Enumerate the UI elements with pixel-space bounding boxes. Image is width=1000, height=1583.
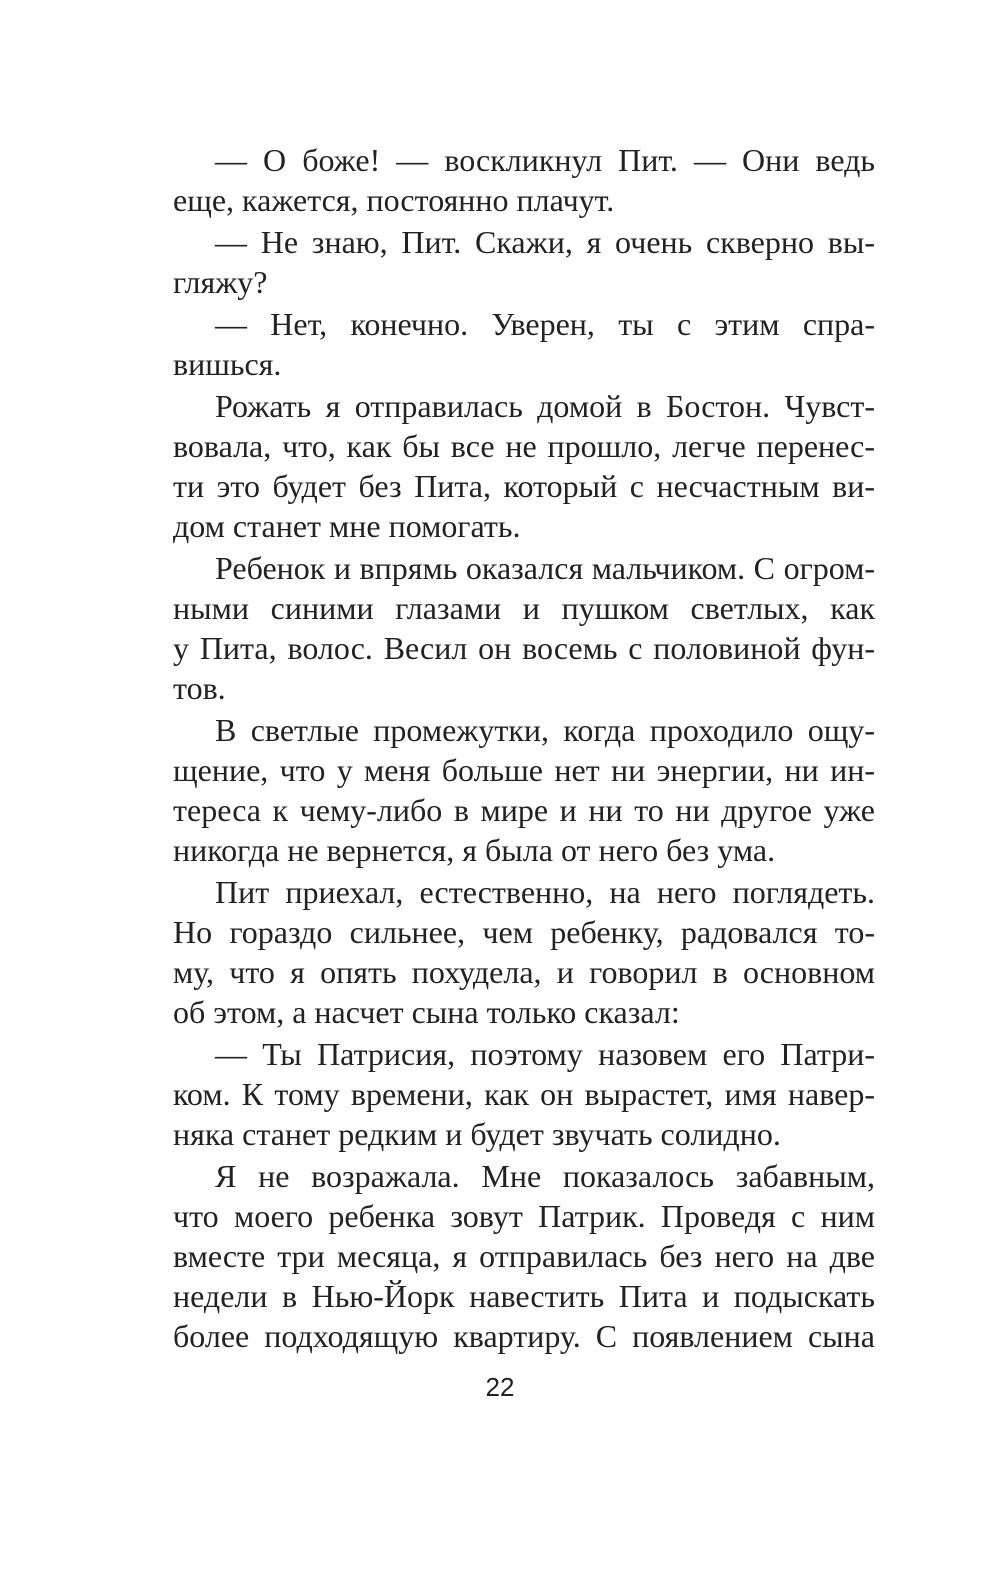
text-line: тереса к чему-либо в мире и ни то ни другое уже xyxy=(173,792,875,828)
text-line: Пит приехал, естественно, на него поглядеть. xyxy=(215,874,875,910)
text-line: Но гораздо сильнее, чем ребенку, радовался то- xyxy=(173,914,875,950)
text-line: более подходящую квартиру. С появлением сына xyxy=(173,1318,875,1354)
text-line: Рожать я отправилась домой в Бостон. Чувст- xyxy=(215,388,875,424)
text-line: дом станет мне помогать. xyxy=(173,508,521,544)
text-line: вовала, что, как бы все не прошло, легче перенес- xyxy=(173,428,875,464)
text-line: об этом, а насчет сына только сказал: xyxy=(173,994,680,1030)
body-text xyxy=(173,140,875,1356)
text-line: В светлые промежутки, когда проходило ощу- xyxy=(215,712,875,748)
page-number: 22 xyxy=(485,1372,515,1402)
text-line: никогда не вернется, я была от него без ума. xyxy=(173,832,776,868)
text-line: — О боже! — воскликнул Пит. — Они ведь xyxy=(215,142,875,178)
text-line: у Пита, волос. Весил он восемь с половиной фун- xyxy=(173,630,875,666)
text-line: Ребенок и впрямь оказался мальчиком. С огром- xyxy=(215,550,875,586)
text-line: что моего ребенка зовут Патрик. Проведя с ним xyxy=(173,1198,875,1234)
text-line: вместе три месяца, я отправилась без него на две xyxy=(173,1238,875,1274)
text-line: — Не знаю, Пит. Скажи, я очень скверно вы- xyxy=(215,224,875,260)
text-line: — Ты Патрисия, поэтому назовем его Патри- xyxy=(215,1036,875,1072)
text-line: ком. К тому времени, как он вырастет, имя навер- xyxy=(173,1076,875,1112)
text-line: Я не возражала. Мне показалось забавным, xyxy=(215,1158,875,1194)
text-line: гляжу? xyxy=(173,264,268,300)
text-line: няка станет редким и будет звучать солидно. xyxy=(173,1116,781,1152)
text-line: тов. xyxy=(173,670,226,706)
text-line: ти это будет без Пита, который с несчастным ви- xyxy=(173,468,875,504)
text-line: вишься. xyxy=(173,346,282,382)
text-line: еще, кажется, постоянно плачут. xyxy=(173,182,615,218)
text-line: ными синими глазами и пушком светлых, как xyxy=(173,590,875,626)
text-line: щение, что у меня больше нет ни энергии, ни ин- xyxy=(173,752,875,788)
text-line: му, что я опять похудела, и говорил в основном xyxy=(173,954,875,990)
text-line: — Нет, конечно. Уверен, ты с этим спра- xyxy=(215,306,875,342)
text-line: недели в Нью-Йорк навестить Пита и подыскать xyxy=(173,1278,875,1314)
